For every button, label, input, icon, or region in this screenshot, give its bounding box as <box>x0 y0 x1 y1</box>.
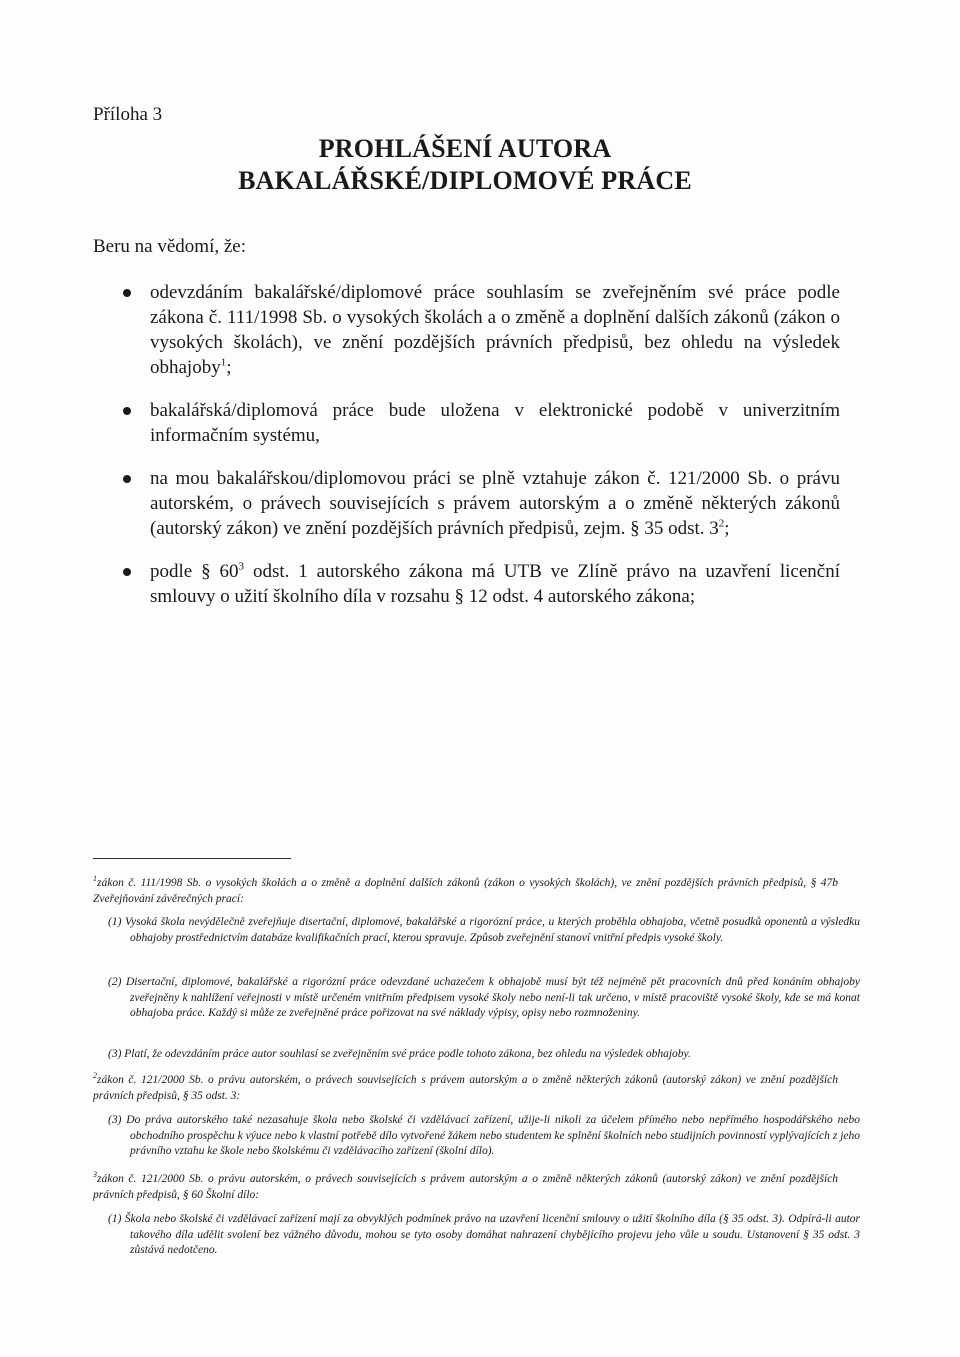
declaration-list <box>120 280 840 627</box>
footnote-text: zákon č. 121/2000 Sb. o právu autorském, o právech souvisejících s právem autorským a o změně některých zákonů (autorský zákon) ve znění pozdějších právních předpisů, § 60 Školní dílo: <box>93 1173 838 1201</box>
bullet-icon <box>123 568 131 576</box>
bullet-icon <box>123 289 131 297</box>
list-item <box>120 398 840 448</box>
footnote-text: zákon č. 121/2000 Sb. o právu autorském, o právech souvisejících s právem autorským a o změně některých zákonů (autorský zákon) ve znění pozdějších právních předpisů, § 35 odst. 3: <box>93 1074 838 1102</box>
annex-label: Příloha 3 <box>93 104 163 125</box>
footnote-3 <box>93 1172 838 1203</box>
footnote-mark: 2 <box>93 1071 97 1081</box>
list-item-text: na mou bakalářskou/diplomovou práci se plně vztahuje zákon č. 121/2000 Sb. o právu autorském, o právech souvisejících s právem autorským a o změně některých zákonů (autorský zákon) ve znění pozdějších právních předpisů, zejm. § 35 odst. 3 <box>150 468 840 539</box>
footnote-1-para-3: (3) Platí, že odevzdáním práce autor souhlasí se zveřejněním své práce podle tohoto zákona, bez ohledu na výsledek obhajoby. <box>108 1048 691 1060</box>
footnote-ref: 3 <box>238 560 245 573</box>
list-item <box>120 466 840 541</box>
footnote-1 <box>93 876 838 907</box>
title-line-2: BAKALÁŘSKÉ/DIPLOMOVÉ PRÁCE <box>238 166 692 195</box>
list-item-tail: odst. 1 autorského zákona má UTB ve Zlíně právo na uzavření licenční smlouvy o užití školního díla v rozsahu § 12 odst. 4 autorského zákona; <box>150 561 840 607</box>
bullet-icon <box>123 407 131 415</box>
list-item-text: podle § 60 <box>150 561 239 582</box>
list-item <box>120 280 840 380</box>
footnote-1-para-1: (1) Vysoká škola nevýdělečně zveřejňuje disertační, diplomové, bakalářské a rigorózní práce, u kterých proběhla obhajoba, včetně posudků oponentů a výsledku obhajoby prostřednictvím databáze kvalifikačních prací, kterou spravuje. Způsob zveřejnění stanoví vnitřní předpis vysoké školy. <box>108 916 860 944</box>
footnote-1-para-2: (2) Disertační, diplomové, bakalářské a rigorózní práce odevzdané uchazečem k obhajobě musí být též nejméně pět pracovních dnů před konáním obhajoby zveřejněny k nahlížení veřejnosti v místě určeném vnitřním předpisem vysoké školy nebo není-li tak určeno, v místě pracoviště vysoké školy, kde se má konat obhajoba práce. Každý si může ze zveřejněné práce pořizovat na své náklady výpisy, opisy nebo rozmnoženiny. <box>108 976 860 1019</box>
list-item <box>120 559 840 609</box>
list-item-tail: ; <box>226 357 232 378</box>
list-item-text: bakalářská/diplomová práce bude uložena v elektronické podobě v univerzitním informačním systému, <box>150 400 840 446</box>
footnote-mark: 3 <box>93 1170 97 1180</box>
list-item-tail: ; <box>724 518 730 539</box>
title-line-1: PROHLÁŠENÍ AUTORA <box>318 134 612 163</box>
footnote-text: zákon č. 111/1998 Sb. o vysokých školách a o změně a doplnění dalších zákonů (zákon o vysokých školách), ve znění pozdějších právních předpisů, § 47b Zveřejňování závěrečných prací: <box>93 877 838 905</box>
footnote-2 <box>93 1073 838 1104</box>
footnote-mark: 1 <box>93 874 97 884</box>
list-item-text: odevzdáním bakalářské/diplomové práce souhlasím se zveřejněním své práce podle zákona č. 111/1998 Sb. o vysokých školách a o změně a doplnění dalších zákonů (zákon o vysokých školách), ve znění pozdějších právních předpisů, bez ohledu na výsledek obhajoby <box>150 282 840 378</box>
intro-text: Beru na vědomí, že: <box>93 236 247 257</box>
bullet-icon <box>123 475 131 483</box>
footnote-ref: 1 <box>220 356 227 369</box>
footnote-2-para-1: (3) Do práva autorského také nezasahuje škola nebo školské či vzdělávací zařízení, užije-li nikoli za účelem přímého nebo nepřímého hospodářského nebo obchodního prospěchu k výuce nebo k vlastní potřebě dílo vytvořené žákem nebo studentem ke splnění školních nebo studijních povinností vyplývajících z jeho právního vztahu ke škole nebo školskému či vzdělávacího zařízení (školní dílo). <box>108 1114 860 1157</box>
footnote-divider <box>93 858 291 859</box>
footnote-3-para-1: (1) Škola nebo školské či vzdělávací zařízení mají za obvyklých podmínek právo na uzavření licenční smlouvy o užití školního díla (§ 35 odst. 3). Odpírá-li autor takového díla udělit svolení bez vážného důvodu, mohou se tyto osoby domáhat nahrazení chybějícího projevu jeho vůle u soudu. Ustanovení § 35 odst. 3 zůstává nedotčeno. <box>108 1213 860 1256</box>
footnote-ref: 2 <box>718 517 725 530</box>
